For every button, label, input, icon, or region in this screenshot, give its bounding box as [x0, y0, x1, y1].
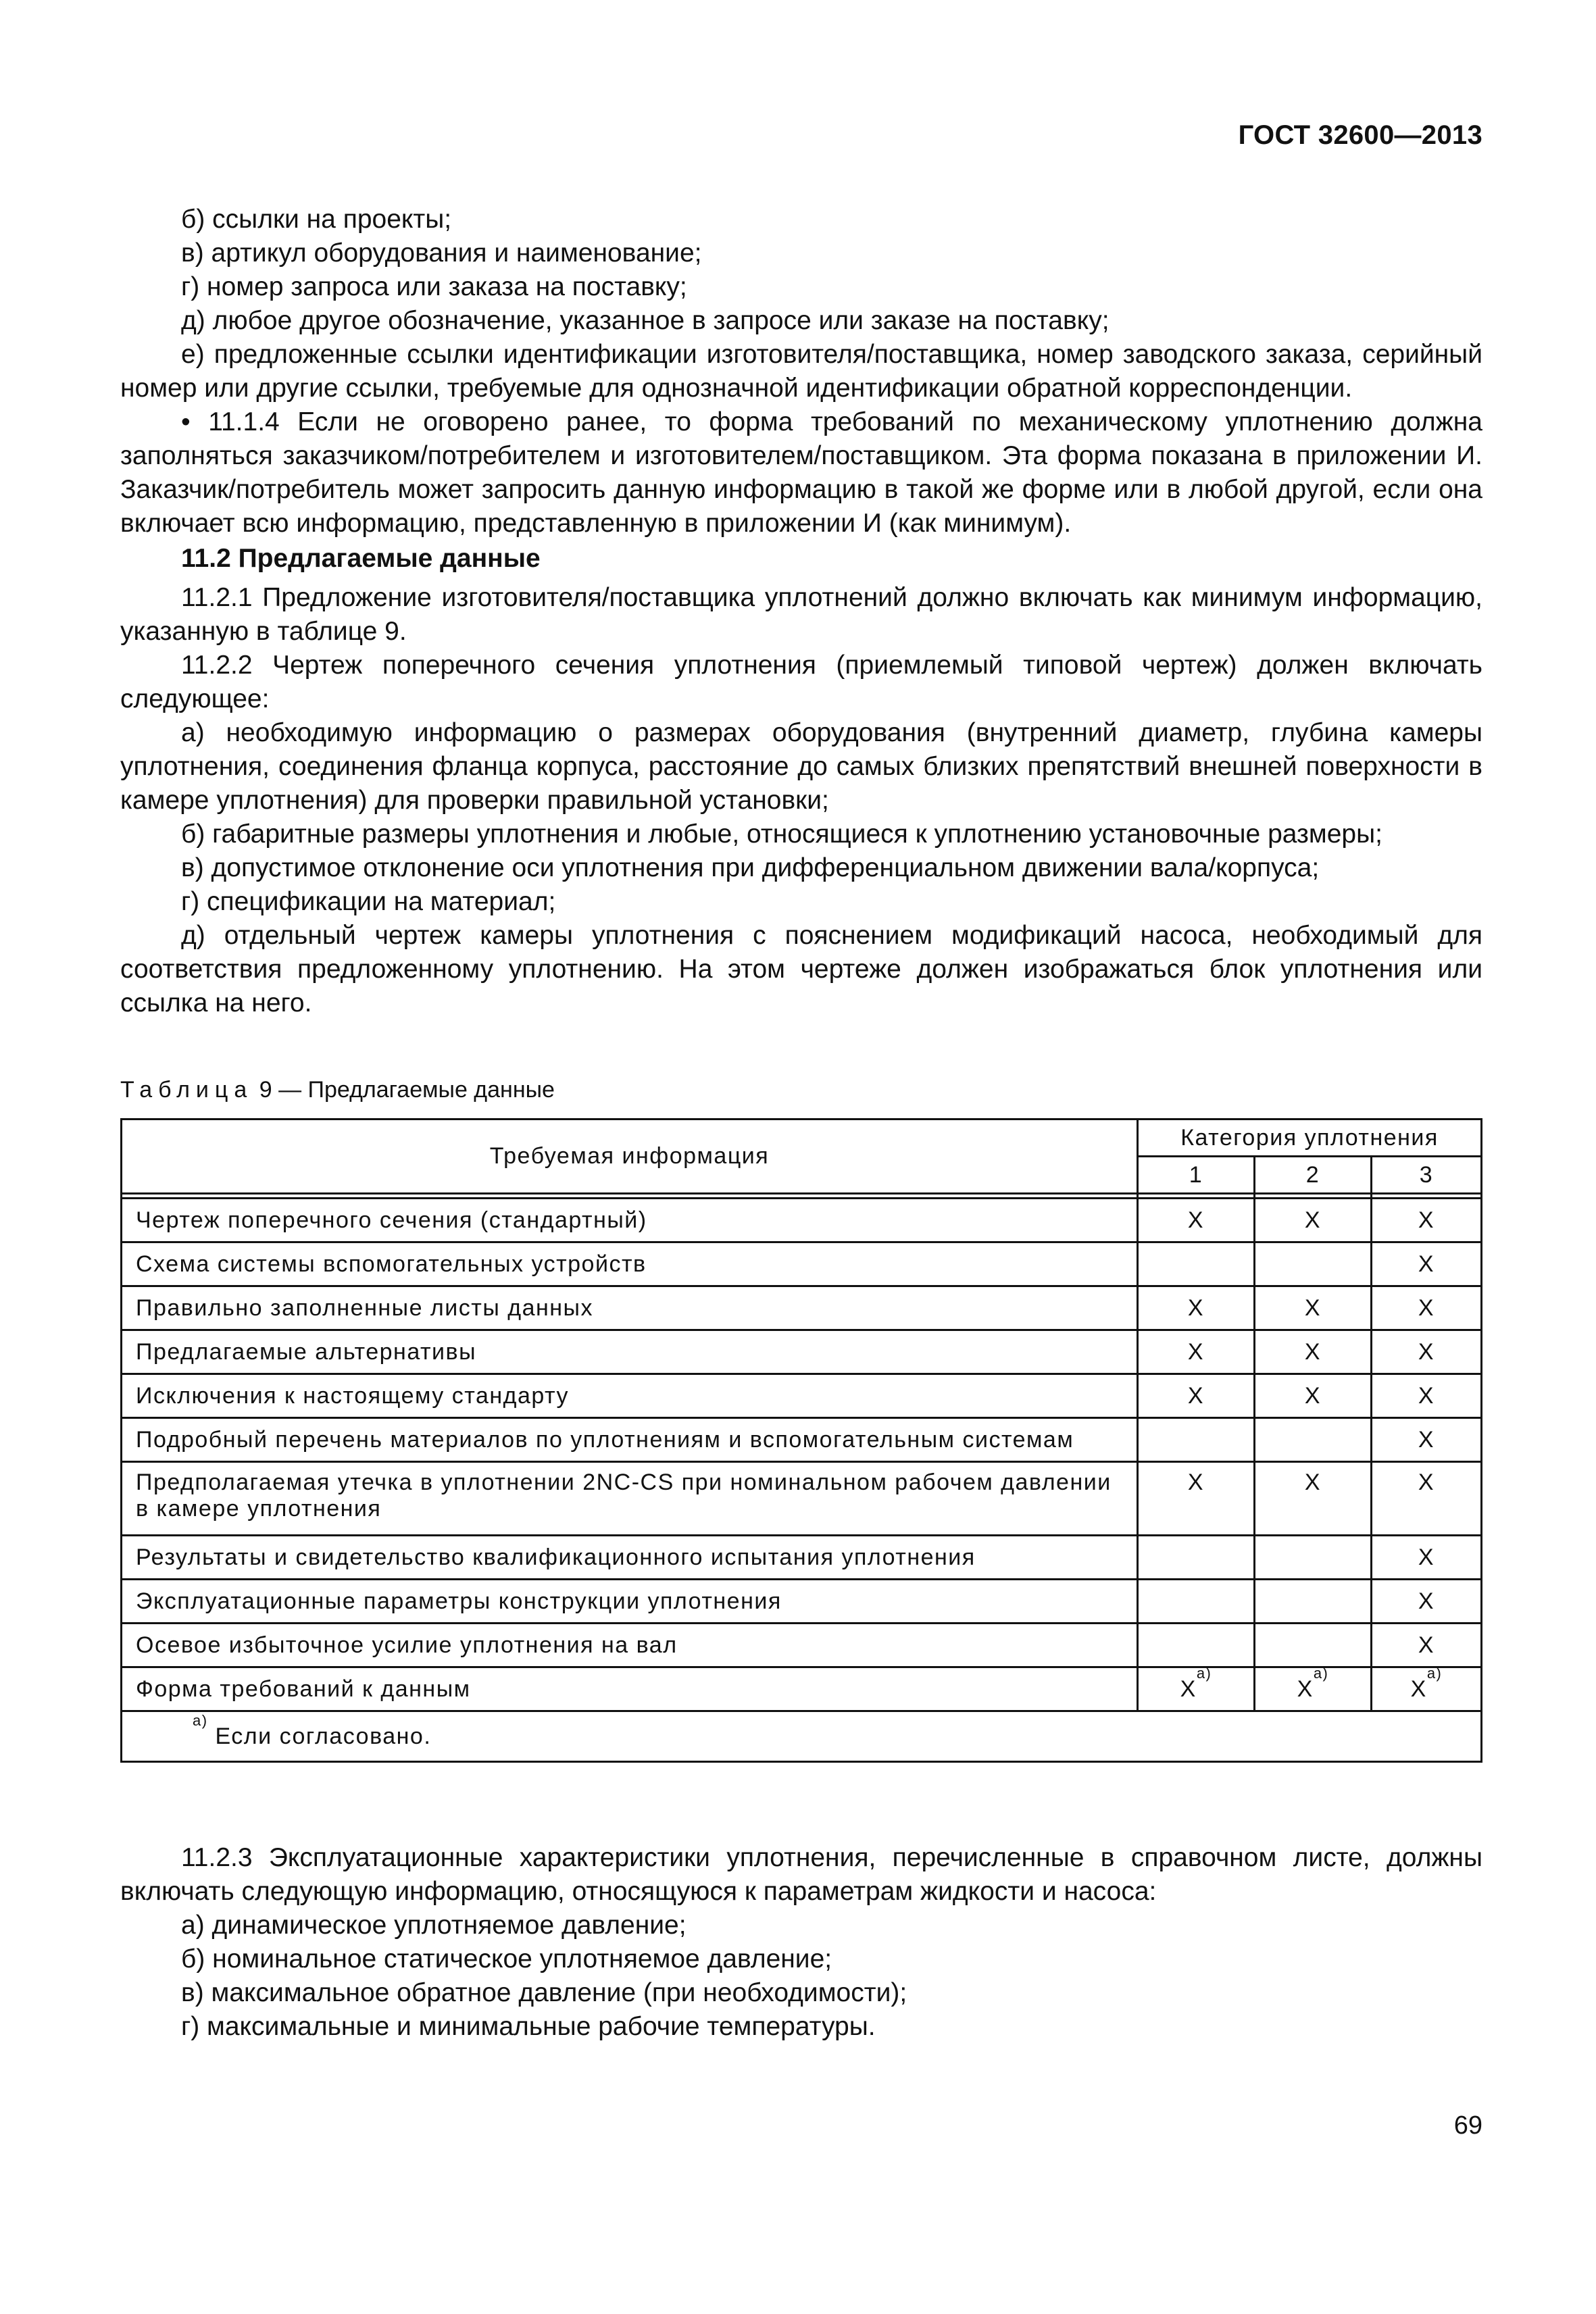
paragraph: а) необходимую информацию о размерах оборудования (внутренний диаметр, глубина камеры уплотнения, соединения фланца корпуса, расстояние до самых близких препятствий внешней поверхности в камере уплотнения) для проверки правильной установки;	[120, 718, 1482, 815]
cell-category-3: X	[1372, 1242, 1482, 1286]
table-caption-title: 9 — Предлагаемые данные	[253, 1077, 555, 1103]
row-label: Чертеж поперечного сечения (стандартный)	[122, 1199, 1138, 1242]
mark-x: X	[1410, 1676, 1427, 1702]
cell-category-1	[1138, 1242, 1255, 1286]
cell-category-3: X	[1372, 1199, 1482, 1242]
paragraph: е) предложенные ссылки идентификации изготовителя/поставщика, номер заводского заказа, серийный номер или другие ссылки, требуемые для однозначной идентификации обратной корреспонденции.	[120, 340, 1482, 403]
table-footnote	[122, 1711, 1482, 1762]
cell-category-2	[1255, 1536, 1372, 1580]
footnote-ref: а)	[1426, 1664, 1443, 1682]
row-label: Осевое избыточное усилие уплотнения на вал	[122, 1624, 1138, 1667]
header-seal-category: Категория уплотнения	[1138, 1120, 1482, 1157]
table-row	[122, 1667, 1482, 1711]
row-label: Предполагаемая утечка в уплотнении 2NC-CS при номинальном рабочем давлении в камере уплотнения	[122, 1462, 1138, 1536]
cell-category-3: X	[1372, 1580, 1482, 1624]
cell-category-1	[1138, 1418, 1255, 1462]
cell-category-3: X	[1372, 1418, 1482, 1462]
standard-header: ГОСТ 32600—2013	[1238, 120, 1482, 150]
table-divider	[122, 1194, 1482, 1199]
cell-category-3: X	[1372, 1374, 1482, 1418]
header-category-3: 3	[1372, 1157, 1482, 1194]
header-required-info: Требуемая информация	[122, 1120, 1138, 1194]
paragraph: д) отдельный чертеж камеры уплотнения с пояснением модификаций насоса, необходимый для соответствия предложенному уплотнению. На этом чертеже должен изображаться блок уплотнения или ссылка на него.	[120, 921, 1482, 1017]
table-caption	[120, 1076, 555, 1104]
cell-category-2: X	[1255, 1330, 1372, 1374]
cell-category-3: X	[1372, 1536, 1482, 1580]
table-header-row	[122, 1120, 1482, 1157]
footnote-text: Если согласовано.	[207, 1723, 432, 1749]
paragraph: 11.2.3 Эксплуатационные характеристики уплотнения, перечисленные в справочном листе, должны включать следующую информацию, относящуюся к параметрам жидкости и насоса:	[120, 1843, 1482, 1906]
cell-category-3: X	[1372, 1330, 1482, 1374]
cell-category-2: X	[1255, 1374, 1372, 1418]
cell-category-2	[1255, 1624, 1372, 1667]
cell-category-2: X	[1255, 1462, 1372, 1536]
paragraph: в) максимальное обратное давление (при необходимости);	[181, 1978, 907, 2007]
cell-category-2	[1255, 1418, 1372, 1462]
cell-category-1: X	[1138, 1286, 1255, 1330]
body-text	[120, 203, 1482, 1020]
cell-category-1: X	[1138, 1330, 1255, 1374]
table-row	[122, 1624, 1482, 1667]
paragraph: • 11.1.4 Если не оговорено ранее, то форма требований по механическому уплотнению должна заполняться заказчиком/потребителем и изготовителем/поставщиком. Эта форма показана в приложении И. Заказчик/потребитель может запросить данную информацию в такой же форме или в любой другой, если она включает всю информацию, представленную в приложении И (как минимум).	[120, 407, 1482, 538]
footnote-ref: а)	[1196, 1664, 1212, 1682]
paragraph: в) допустимое отклонение оси уплотнения при дифференциальном движении вала/корпуса;	[181, 853, 1320, 882]
cell-category-3	[1372, 1664, 1482, 1711]
table-row	[122, 1286, 1482, 1330]
section-heading: 11.2 Предлагаемые данные	[181, 544, 541, 573]
mark-x: X	[1297, 1676, 1314, 1702]
paragraph: г) номер запроса или заказа на поставку;	[181, 272, 687, 301]
header-category-2: 2	[1255, 1157, 1372, 1194]
footnote-mark: а)	[193, 1711, 208, 1729]
cell-category-1	[1138, 1664, 1255, 1711]
cell-category-2: X	[1255, 1286, 1372, 1330]
cell-category-2	[1255, 1664, 1372, 1711]
row-label: Эксплуатационные параметры конструкции уплотнения	[122, 1580, 1138, 1624]
row-label: Результаты и свидетельство квалификационного испытания уплотнения	[122, 1536, 1138, 1580]
table-row	[122, 1242, 1482, 1286]
cell-category-2	[1255, 1242, 1372, 1286]
cell-category-1: X	[1138, 1199, 1255, 1242]
paragraph: 11.2.1 Предложение изготовителя/поставщика уплотнений должно включать как минимум информацию, указанную в таблице 9.	[120, 583, 1482, 646]
paragraph: а) динамическое уплотняемое давление;	[181, 1911, 687, 1940]
mark-x: X	[1180, 1676, 1197, 1702]
row-label: Правильно заполненные листы данных	[122, 1286, 1138, 1330]
cell-category-2	[1255, 1580, 1372, 1624]
table-row	[122, 1418, 1482, 1462]
table-row	[122, 1580, 1482, 1624]
cell-category-1	[1138, 1580, 1255, 1624]
after-table-text	[120, 1841, 1482, 2044]
header-category-1: 1	[1138, 1157, 1255, 1194]
paragraph: г) максимальные и минимальные рабочие температуры.	[181, 2012, 876, 2041]
paragraph: б) ссылки на проекты;	[181, 205, 452, 234]
cell-category-3: X	[1372, 1462, 1482, 1536]
page-number: 69	[1453, 2111, 1482, 2140]
cell-category-2: X	[1255, 1199, 1372, 1242]
proposal-data-table	[120, 1118, 1482, 1763]
row-label: Схема системы вспомогательных устройств	[122, 1242, 1138, 1286]
cell-category-3: X	[1372, 1624, 1482, 1667]
row-label: Исключения к настоящему стандарту	[122, 1374, 1138, 1418]
footnote-ref: а)	[1313, 1664, 1329, 1682]
row-label: Подробный перечень материалов по уплотнениям и вспомогательным системам	[122, 1418, 1138, 1462]
cell-category-1	[1138, 1624, 1255, 1667]
cell-category-1: X	[1138, 1374, 1255, 1418]
paragraph: 11.2.2 Чертеж поперечного сечения уплотнения (приемлемый типовой чертеж) должен включать следующее:	[120, 651, 1482, 713]
paragraph: б) номинальное статическое уплотняемое давление;	[181, 1944, 832, 1973]
table-row	[122, 1462, 1482, 1536]
table-row	[122, 1199, 1482, 1242]
paragraph: г) спецификации на материал;	[181, 887, 556, 916]
row-label: Форма требований к данным	[122, 1667, 1138, 1711]
paragraph: д) любое другое обозначение, указанное в запросе или заказе на поставку;	[181, 306, 1109, 335]
table-row	[122, 1374, 1482, 1418]
table-row	[122, 1536, 1482, 1580]
paragraph: б) габаритные размеры уплотнения и любые, относящиеся к уплотнению установочные размеры;	[181, 820, 1382, 849]
paragraph: в) артикул оборудования и наименование;	[181, 238, 702, 268]
table-footnote-row	[122, 1711, 1482, 1762]
cell-category-1: X	[1138, 1462, 1255, 1536]
table-row	[122, 1330, 1482, 1374]
row-label: Предлагаемые альтернативы	[122, 1330, 1138, 1374]
cell-category-3: X	[1372, 1286, 1482, 1330]
cell-category-1	[1138, 1536, 1255, 1580]
table-caption-label: Таблица	[120, 1077, 253, 1103]
